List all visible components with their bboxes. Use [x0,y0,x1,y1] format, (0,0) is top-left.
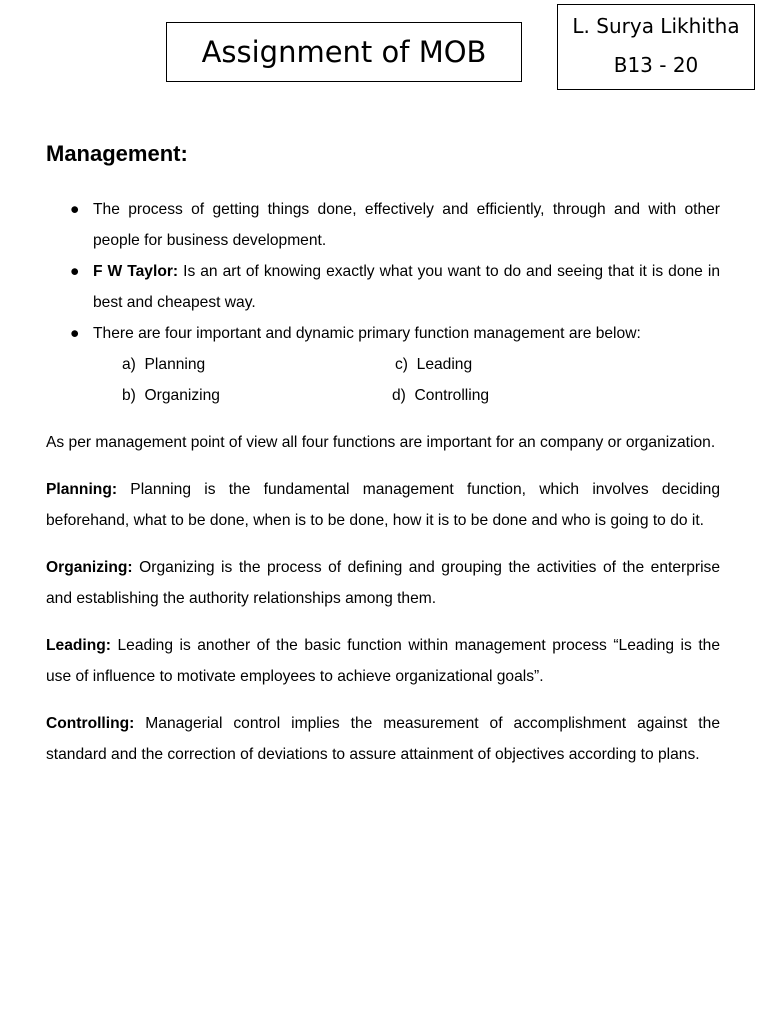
bullet-icon: ● [70,263,80,280]
paragraph-text: Managerial control implies the measurement of accomplishment against the standard and the correction of deviations to assure attainment of objectives according to plans. [46,715,720,763]
intro-paragraph: As per management point of view all four functions are important for an company or organization. [46,434,716,451]
student-roll: B13 - 20 [613,53,699,77]
function-controlling: d) Controlling [392,387,490,404]
bullet-icon: ● [70,325,80,342]
paragraph-text: Leading is another of the basic function within management process “Leading is the use of influence to motivate employees to achieve organizational goals”. [46,637,720,685]
function-leading: c) Leading [395,356,473,373]
section-heading: Management: [46,141,188,166]
function-list [46,349,720,411]
student-info-box [557,4,755,90]
paragraph-label: Controlling: [46,715,135,732]
paragraph-label: Organizing: [46,559,133,576]
bullet-text: Is an art of knowing exactly what you want to do and seeing that it is done in best and cheapest way. [93,263,720,311]
list-item [46,194,720,256]
function-organizing: b) Organizing [122,387,220,404]
list-item [46,318,720,349]
organizing-paragraph [46,552,720,614]
planning-paragraph [46,474,720,536]
list-item [46,256,720,318]
bullet-text: There are four important and dynamic primary function management are below: [93,325,641,342]
document-body [46,194,720,770]
student-name: L. Surya Likhitha [572,14,740,38]
leading-paragraph [46,630,720,692]
paragraph-label: Leading: [46,637,111,654]
bullet-lead: F W Taylor: [93,263,179,280]
paragraph-label: Planning: [46,481,118,498]
bullet-list [46,194,720,349]
bullet-text: The process of getting things done, effectively and efficiently, through and with other people for business development. [93,201,720,249]
function-planning: a) Planning [122,356,206,373]
paragraph-text: Planning is the fundamental management function, which involves deciding beforehand, what to be done, when is to be done, how it is to be done and who is going to do it. [46,481,720,529]
controlling-paragraph [46,708,720,770]
document-title: Assignment of MOB [166,22,522,82]
bullet-icon: ● [70,201,80,218]
paragraph-text: Organizing is the process of defining and grouping the activities of the enterprise and establishing the authority relationships among them. [46,559,720,607]
